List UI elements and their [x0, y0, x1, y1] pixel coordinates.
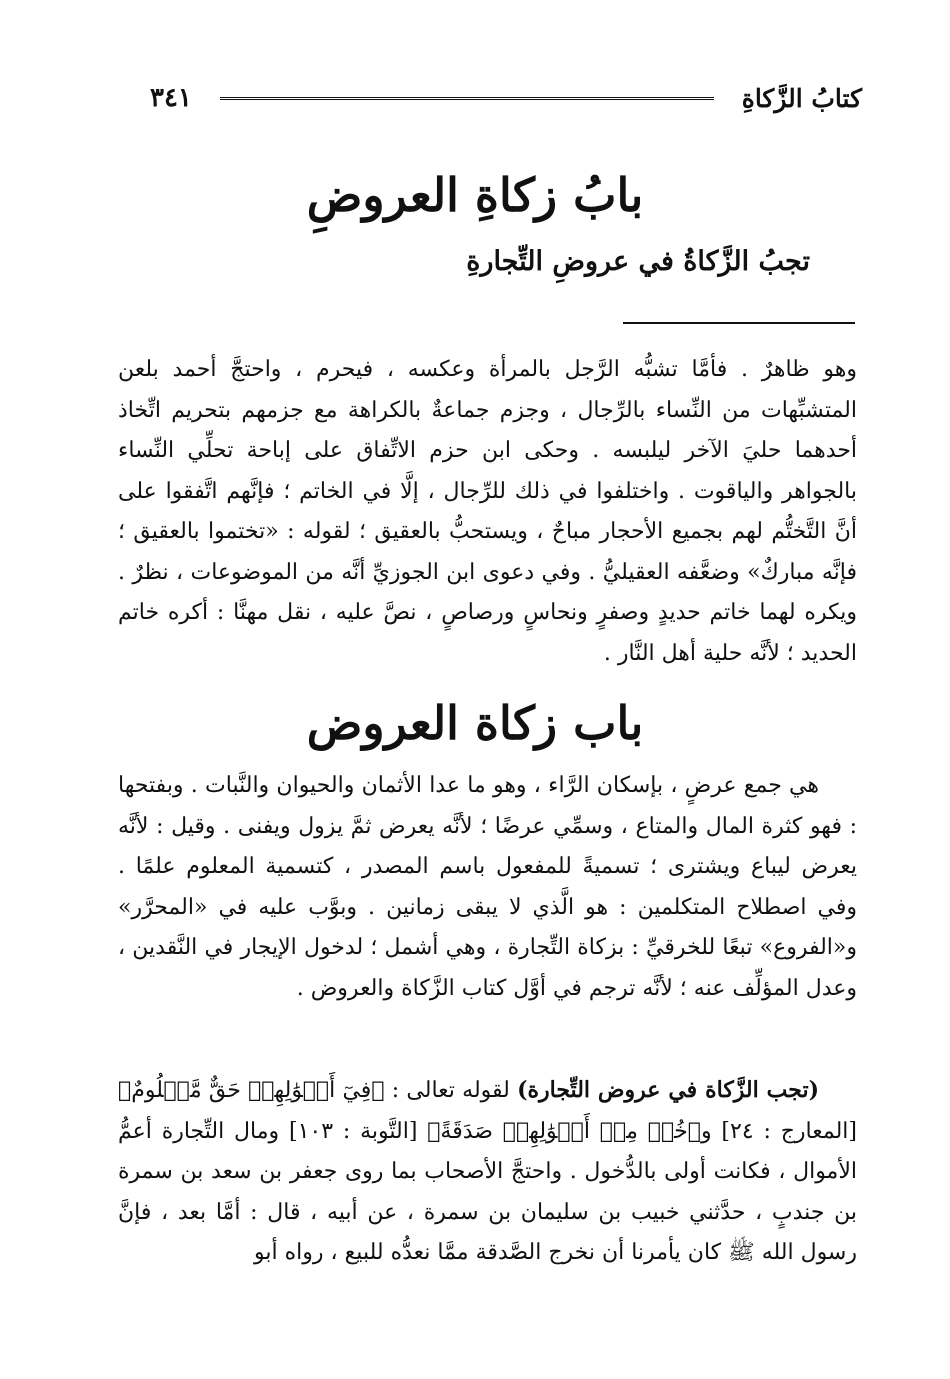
commentary-text: [118, 766, 857, 1009]
commentary-paragraph-2: [118, 1070, 857, 1274]
commentary-paragraph: هي جمع عرضٍ ، بإسكان الرَّاء ، وهو ما عدا الأثمان والحيوان والنَّبات . وبفتحها : فهو كثرة المال والمتاع ، وسمِّي عرضًا ؛ لأنَّه يعرض ثمَّ يزول ويفنى . وقيل : لأنَّه يعرض ليباع ويشترى ؛ تسميةً للمفعول باسم المصدر ، كتسمية المعلوم علمًا . وفي اصطلاح المتكلمين : هو الَّذي لا يبقى زمانين . وبوَّب عليه في «المحرَّر» و«الفروع» تبعًا للخرقيِّ : بزكاة التِّجارة ، وهي أشمل ؛ لدخول الإيجار في النَّقدين ، وعدل المؤلِّف عنه ؛ لأنَّه ترجم في أوَّل كتاب الزَّكاة والعروض .: [118, 773, 857, 1001]
matn-quote: (تجب الزَّكاة في عروض التِّجارة): [517, 1077, 819, 1103]
commentary-body: لقوله تعالى : ﴿فِيٓ أَمۡوَٰلِهِمۡ حَقٌّ مَّعۡلُومٌ﴾ [المعارج : ٢٤] و﴿خُذۡ مِنۡ أَمۡوَٰلِهِمۡ صَدَقَةً﴾ [التَّوبة : ١٠٣] ومال التِّجارة أعمُّ الأموال ، فكانت أولى بالدُّخول . واحتجَّ الأصحاب بما روى جعفر بن سعد بن سمرة بن جندبٍ ، حدَّثني خبيب بن سليمان بن سمرة ، عن أبيه ، قال : أمَّا بعد ، فإنَّ رسول الله ﷺ كان يأمرنا أن نخرج الصَّدقة ممَّا نعدُّه للبيع ، رواه أبو: [118, 1078, 857, 1265]
footnote-text: [118, 350, 857, 674]
page-number: ٣٤١: [150, 83, 192, 113]
running-title: كتابُ الزَّكاةِ: [741, 83, 862, 113]
commentary-text-2: [118, 1070, 857, 1274]
footnote-divider: [623, 322, 855, 324]
matn-heading: تجبُ الزَّكاةُ في عروضِ التِّجارةِ: [466, 246, 810, 277]
page-header: [150, 76, 862, 120]
chapter-title: بابُ زكاةِ العروضِ: [306, 168, 644, 222]
commentary-chapter-title: باب زكاة العروض: [306, 696, 644, 750]
header-rule: [220, 97, 714, 100]
footnote-paragraph: وهو ظاهرٌ . فأمَّا تشبُّه الرَّجل بالمرأة وعكسه ، فيحرم ، واحتجَّ أحمد بلعن المتشبِّهات من النِّساء بالرِّجال ، وجزم جماعةٌ بالكراهة مع جزمهم بتحريم اتِّخاذ أحدهما حليَ الآخر ليلبسه . وحكى ابن حزم الاتِّفاق على إباحة تحلِّي النِّساء بالجواهر والياقوت . واختلفوا في ذلك للرِّجال ، إلَّا في الخاتم ؛ فإنَّهم اتَّفقوا على أنَّ التَّختُّم لهم بجميع الأحجار مباحٌ ، ويستحبُّ بالعقيق ؛ لقوله : «تختموا بالعقيق ؛ فإنَّه مباركٌ» وضعَّفه العقيليُّ . وفي دعوى ابن الجوزيِّ أنَّه من الموضوعات ، نظرٌ . ويكره لهما خاتم حديدٍ وصفرٍ ونحاسٍ ورصاصٍ ، نصَّ عليه ، نقل مهنَّا : أكره خاتم الحديد ؛ لأنَّه حلية أهل النَّار .: [118, 357, 857, 666]
